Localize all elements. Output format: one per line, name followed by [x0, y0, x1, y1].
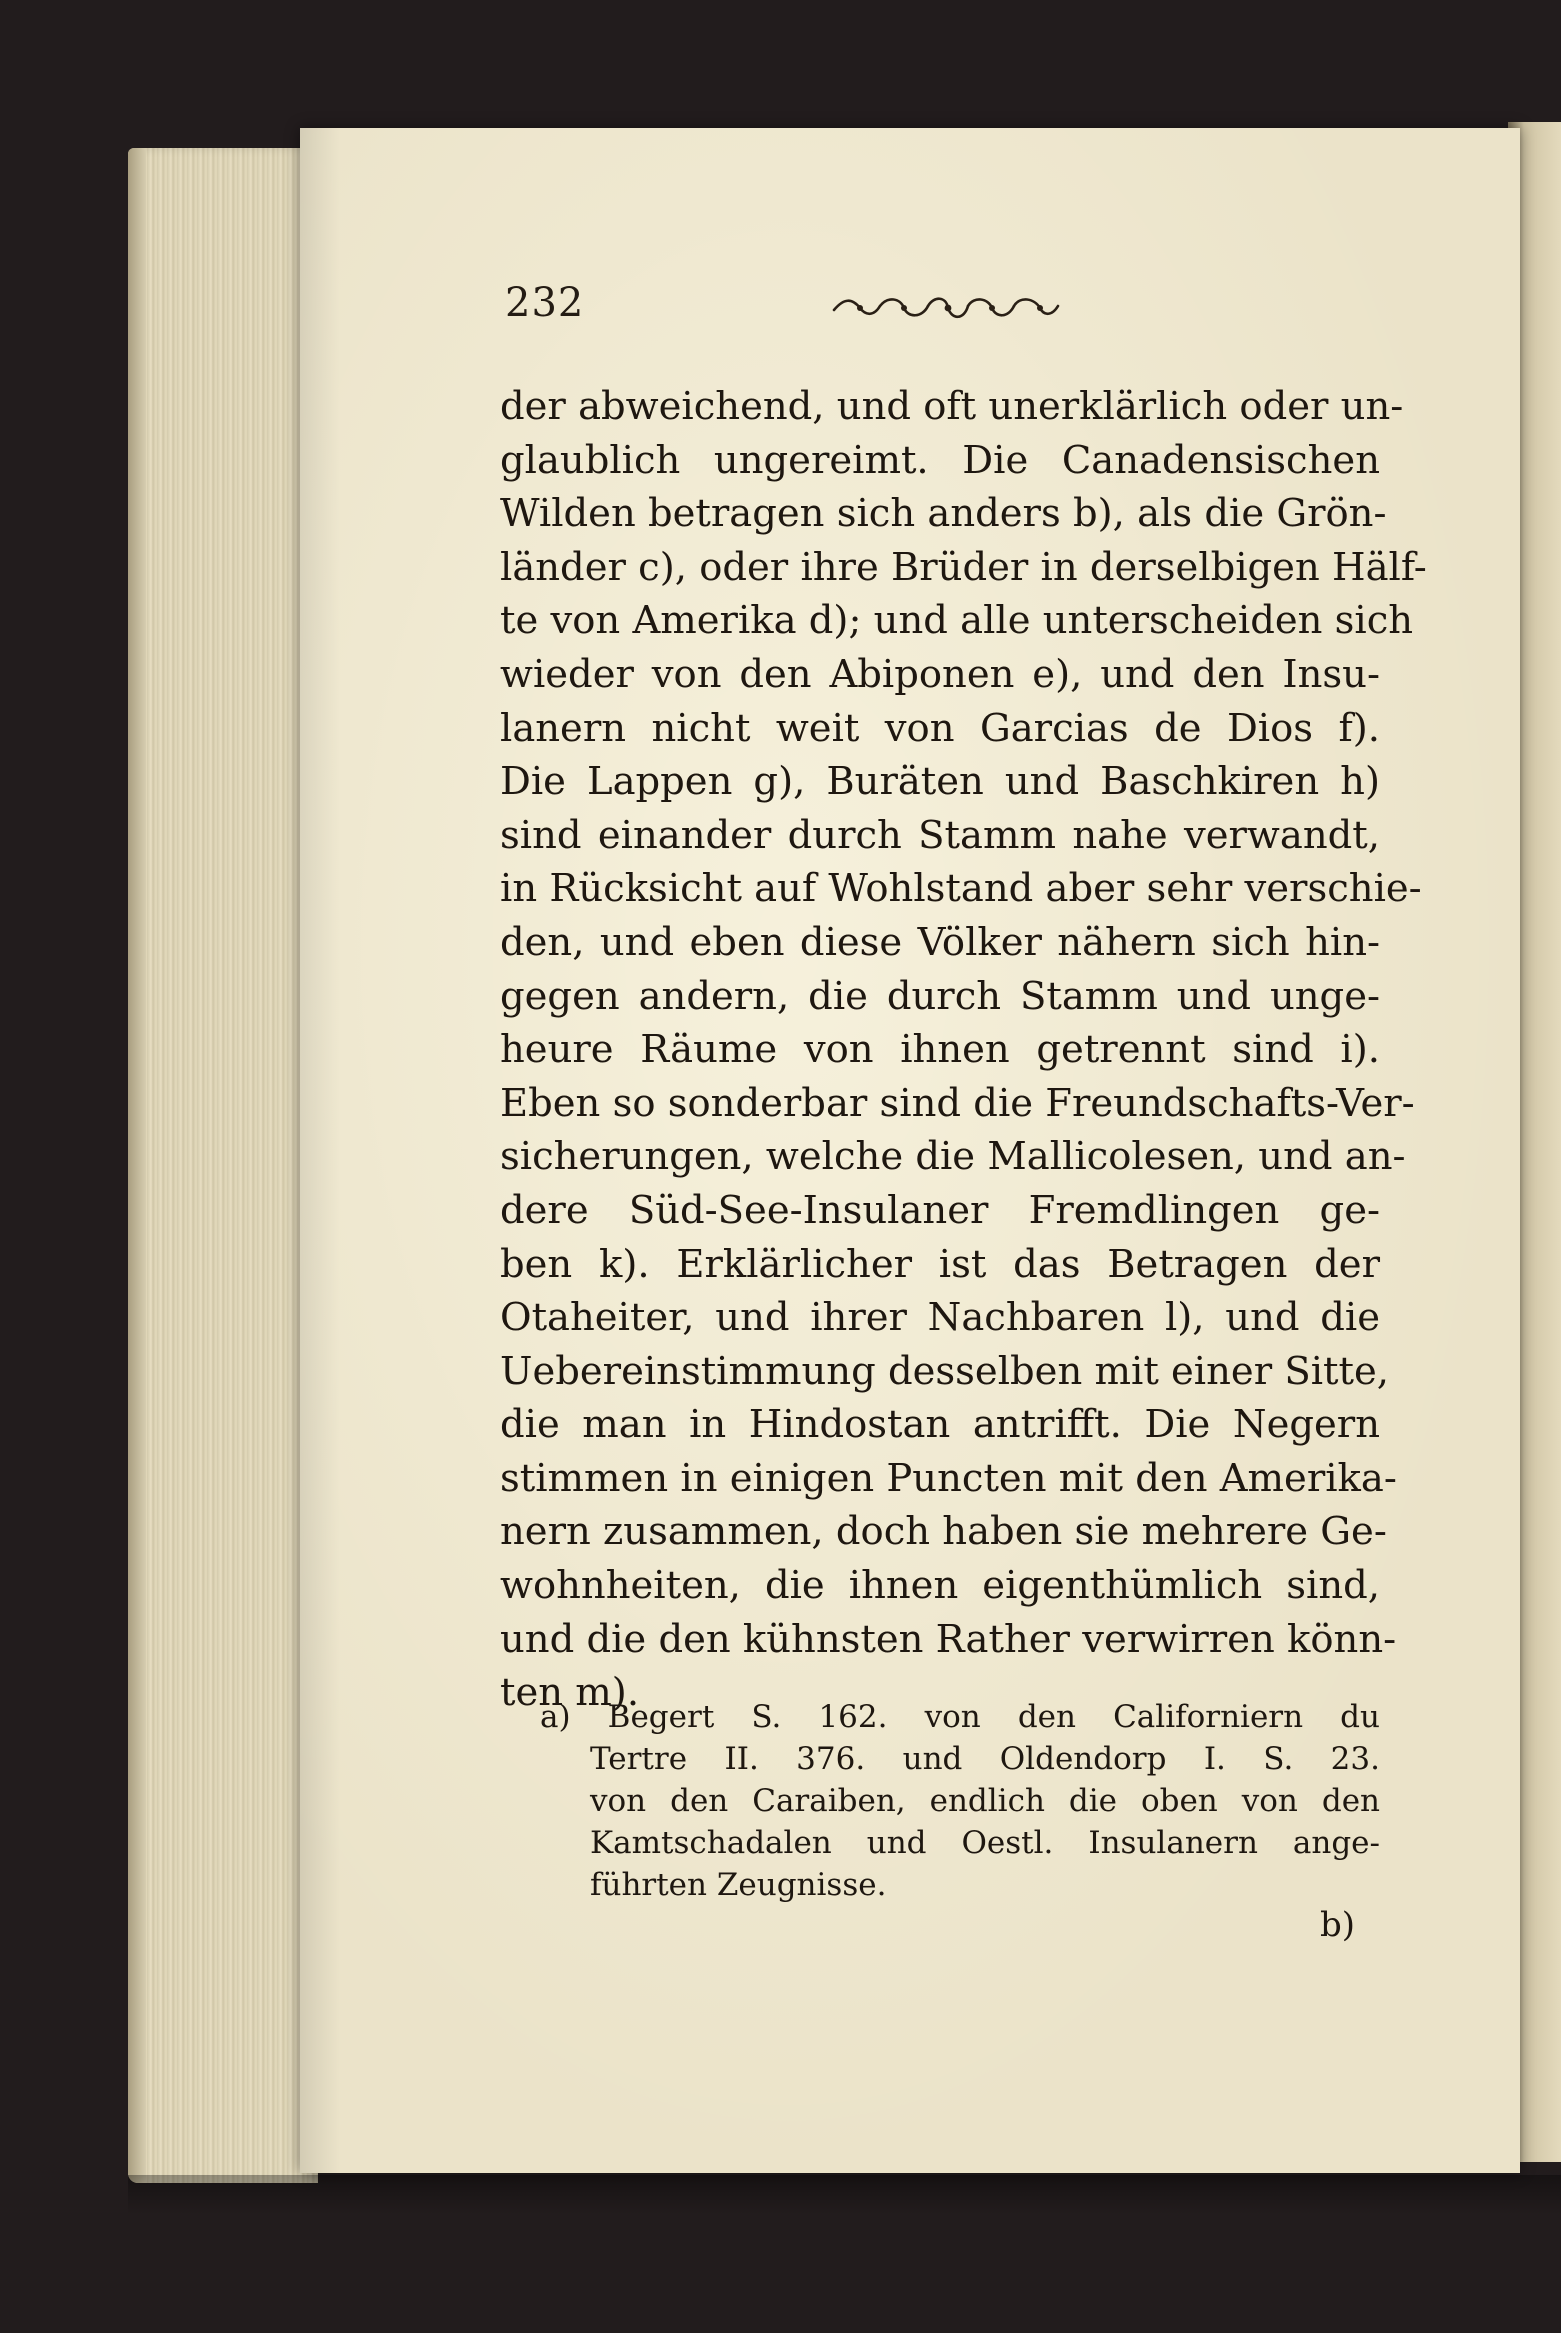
text-line: Otaheiter, und ihrer Nachbaren l), und die — [500, 1295, 1380, 1341]
text-line: gegen andern, die durch Stamm und unge- — [500, 973, 1380, 1019]
text-line: sind einander durch Stamm nahe verwandt, — [500, 812, 1380, 858]
footnote-line: Kamtschadalen und Oestl. Insulanern ange- — [590, 1825, 1380, 1861]
text-line: ten m). — [500, 1670, 640, 1716]
text-line: nern zusammen, doch haben sie mehrere Ge- — [500, 1509, 1387, 1555]
main-text — [500, 380, 1427, 1720]
text-line: den, und eben diese Völker nähern sich hin- — [500, 919, 1380, 965]
text-line: stimmen in einigen Puncten mit den Amerika- — [500, 1455, 1397, 1501]
text-line: wohnheiten, die ihnen eigenthümlich sind, — [500, 1563, 1380, 1609]
page-header — [505, 280, 1375, 340]
text-line: die man in Hindostan antrifft. Die Negern — [500, 1402, 1380, 1448]
text-line: heure Räume von ihnen getrennt sind i). — [500, 1027, 1380, 1073]
text-line: der abweichend, und oft unerklärlich oder un- — [500, 384, 1404, 429]
text-line: dere Süd-See-Insulaner Fremdlingen ge- — [500, 1187, 1380, 1233]
text-line: lanern nicht weit von Garcias de Dios f). — [500, 705, 1380, 751]
footnote-line: a) Begert S. 162. von den Californiern du — [540, 1699, 1380, 1735]
footnotes — [540, 1696, 1380, 1906]
footnote-line: führten Zeugnisse. — [590, 1867, 887, 1903]
catchword: b) — [1320, 1905, 1356, 1945]
page-number: 232 — [505, 280, 585, 326]
text-line: Eben so sonderbar sind die Freundschafts-Ver- — [500, 1080, 1415, 1126]
book-page-edges — [128, 148, 318, 2183]
text-line: Die Lappen g), Buräten und Baschkiren h) — [500, 759, 1380, 805]
text-line: Uebereinstimmung desselben mit einer Sitte, — [500, 1348, 1389, 1394]
text-line: ben k). Erklärlicher ist das Betragen der — [500, 1241, 1380, 1287]
text-line: und die den kühnsten Rather verwirren könn- — [500, 1616, 1397, 1662]
text-line: in Rücksicht auf Wohlstand aber sehr verschie- — [500, 866, 1422, 912]
text-line: sicherungen, welche die Mallicolesen, und an- — [500, 1134, 1406, 1180]
text-line: glaublich ungereimt. Die Canadensischen — [500, 437, 1380, 483]
text-line: te von Amerika d); und alle unterscheiden sich — [500, 598, 1414, 644]
text-line: Wilden betragen sich anders b), als die Grön- — [500, 491, 1387, 537]
decorative-headpiece-icon — [830, 294, 1062, 322]
text-line: länder c), oder ihre Brüder in derselbigen Hälf- — [500, 544, 1427, 590]
footnote-line: Tertre II. 376. und Oldendorp I. S. 23. — [590, 1741, 1380, 1777]
footnote-line: von den Caraiben, endlich die oben von den — [590, 1783, 1380, 1819]
page-shadow — [128, 2175, 1561, 2215]
text-line: wieder von den Abiponen e), und den Insu- — [500, 651, 1380, 697]
